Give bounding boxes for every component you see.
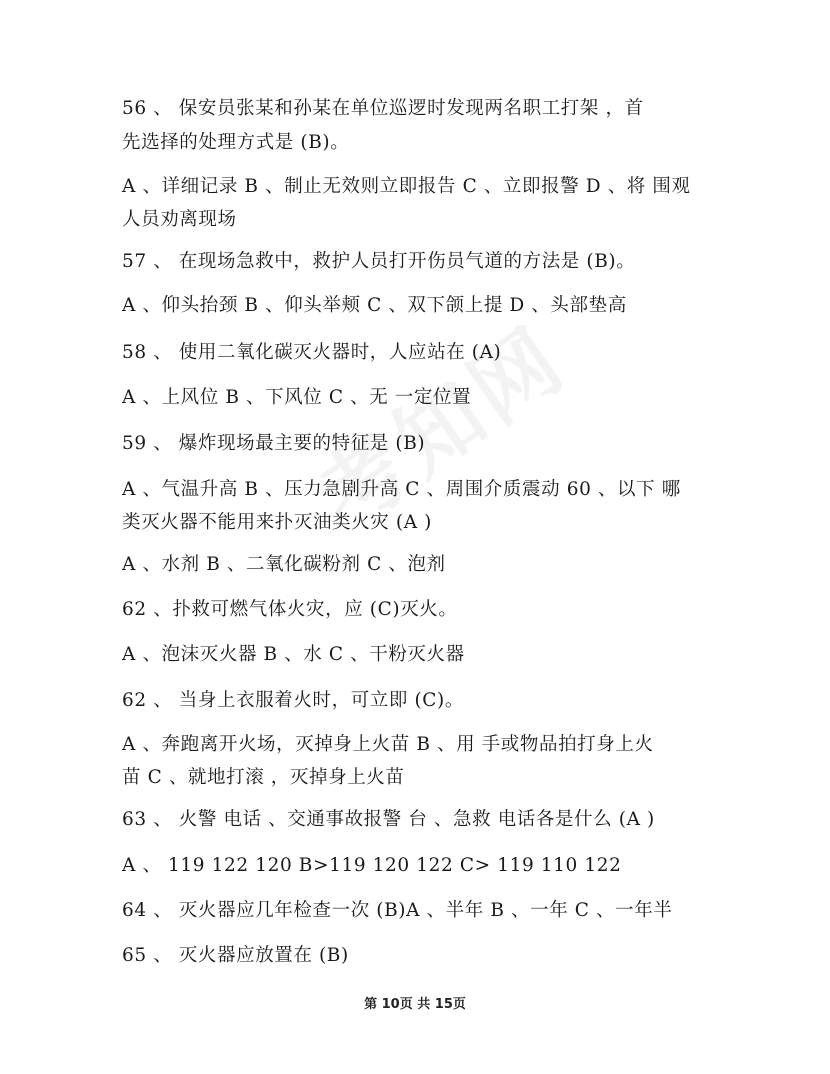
options-57: A 、仰头抬颈 B 、仰头举颊 C 、双下颌上提 D 、头部垫高 xyxy=(122,295,627,316)
question-63: 63 、 火警 电话 、交通事故报警 台 、急救 电话各是什么 (A ) xyxy=(122,809,655,830)
page-footer: 第 10页 共 15页 xyxy=(364,997,466,1012)
options-62b-line-1: A 、奔跑离开火场，灭掉身上火苗 B 、用 手或物品拍打身上火 xyxy=(122,734,654,755)
options-56-line-1: A 、详细记录 B 、制止无效则立即报告 C 、立即报警 D 、将 围观 xyxy=(122,176,691,197)
options-56-line-2: 人员劝离现场 xyxy=(122,209,237,230)
options-62b-line-2: 苗 C 、就地打滚 ，灭掉身上火苗 xyxy=(122,767,405,788)
options-62a: A 、泡沫灭火器 B 、水 C 、干粉灭火器 xyxy=(122,644,465,665)
options-59-line-1: A 、气温升高 B 、压力急剧升高 C 、周围介质震动 60 、以下 哪 xyxy=(122,479,681,500)
options-60: A 、水剂 B 、二氧化碳粉剂 C 、泡剂 xyxy=(122,554,446,575)
question-56-line-1: 56 、 保安员张某和孙某在单位巡逻时发现两名职工打架 ，首 xyxy=(122,98,644,119)
question-62b: 62 、 当身上衣服着火时，可立即 (C)。 xyxy=(122,690,464,711)
question-65: 65 、 灭火器应放置在 (B) xyxy=(122,945,349,966)
question-57: 57 、 在现场急救中，救护人员打开伤员气道的方法是 (B)。 xyxy=(122,251,636,272)
question-56-line-2: 先选择的处理方式是 (B)。 xyxy=(122,132,350,153)
options-63: A 、 119 122 120 B>119 120 122 C> 119 110 122 xyxy=(122,855,622,876)
question-58: 58 、 使用二氧化碳灭火器时，人应站在 (A) xyxy=(122,342,502,363)
options-59-line-2: 类灭火器不能用来扑灭油类火灾 (A ) xyxy=(122,512,432,533)
question-62a: 62 、扑救可燃气体火灾，应 (C)灭火。 xyxy=(122,599,458,620)
question-59: 59 、 爆炸现场最主要的特征是 (B) xyxy=(122,433,426,454)
question-64: 64 、 灭火器应几年检查一次 (B)A 、半年 B 、一年 C 、一年半 xyxy=(122,900,673,921)
options-58: A 、上风位 B 、下风位 C 、无 一定位置 xyxy=(122,387,472,408)
